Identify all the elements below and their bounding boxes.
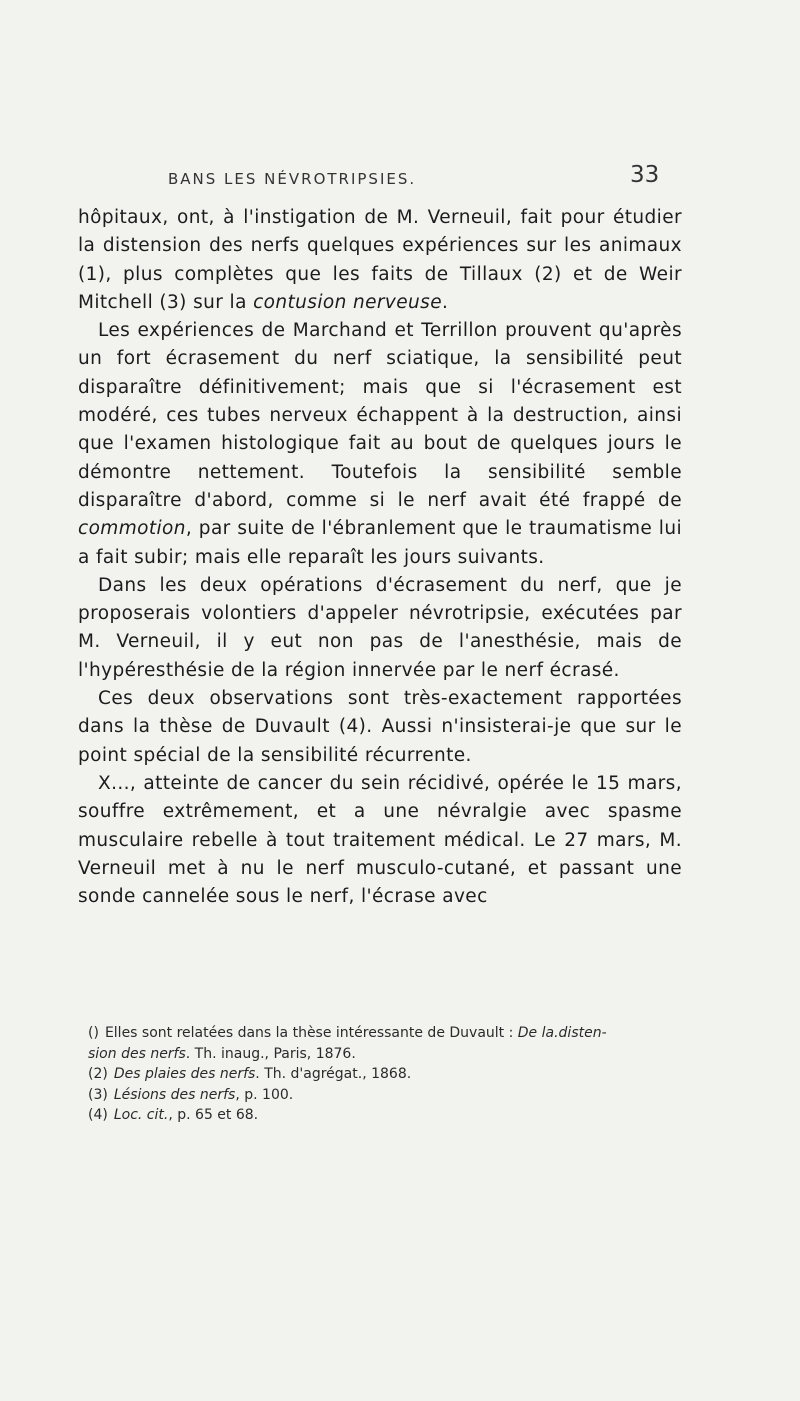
paragraph-2-text: Les expériences de Marchand et Terrillon prouvent qu'après un fort écrasement du nerf sciatique, la sensibilité peut disparaître définitivement; mais que si l'écrasement est modéré, ces tubes nerveux échappent à la destruction, ainsi que l'examen histologique fait au bout de quelques jours le démontre nettement. Toutefois la sensibilité semble disparaître d'abord, comme si le nerf avait été frappé de — [78, 320, 682, 511]
paragraph-1-text: hôpitaux, ont, à l'instigation de M. Verneuil, fait pour étudier la distension des nerfs quelques expériences sur les animaux (1), plus complètes que les faits de Tillaux (2) et de Weir Mitchell (3) sur la — [78, 207, 682, 313]
footnote-2-tail: . Th. d'agrégat., 1868. — [255, 1066, 412, 1082]
footnote-1-title-a: De la.disten- — [517, 1025, 607, 1041]
paragraph-3: Dans les deux opérations d'écrasement du nerf, que je proposerais volontiers d'appeler névrotripsie, exécutées par M. Verneuil, il y eut non pas de l'anesthésie, mais de l'hypéresthésie de la région innervée par le nerf écrasé. — [78, 574, 682, 681]
footnote-1-text: Elles sont relatées dans la thèse intéressante de Duvault : — [104, 1025, 518, 1041]
paragraph-1-italic: contusion nerveuse — [253, 291, 442, 313]
footnote-2-number: (2) — [88, 1066, 108, 1082]
running-title: BANS LES NÉVROTRIPSIES. — [168, 170, 417, 188]
footnote-2-title: Des plaies des nerfs — [113, 1066, 256, 1082]
footnotes — [88, 1023, 688, 1126]
paragraph-2-italic: commotion — [78, 518, 186, 540]
footnote-3 — [88, 1085, 688, 1106]
footnote-4-tail: , p. 65 et 68. — [168, 1107, 259, 1123]
page-number: 33 — [630, 162, 660, 188]
footnote-1 — [88, 1023, 688, 1064]
footnote-1-number: () — [88, 1025, 99, 1041]
footnote-1-title-b: sion des nerfs — [88, 1045, 186, 1062]
footnote-4-title: Loc. cit. — [113, 1107, 169, 1123]
body-text — [78, 204, 682, 911]
paragraph-1 — [78, 204, 682, 317]
footnote-3-number: (3) — [88, 1086, 108, 1103]
footnote-4-number: (4) — [88, 1107, 108, 1123]
paragraph-4: Ces deux observations sont très-exactement rapportées dans la thèse de Duvault (4). Aussi n'insisterai-je que sur le point spécial de la sensibilité récurrente. — [78, 688, 682, 766]
paragraph-1-end: . — [441, 291, 449, 313]
footnote-3-title: Lésions des nerfs — [113, 1086, 236, 1103]
footnote-2 — [88, 1064, 688, 1085]
paragraph-2-end: , par suite de l'ébranlement que le traumatisme lui a fait subir; mais elle reparaît les jours suivants. — [78, 518, 682, 568]
footnote-4 — [88, 1105, 688, 1126]
footnote-3-tail: , p. 100. — [235, 1086, 294, 1103]
footnote-1-tail: . Th. inaug., Paris, 1876. — [185, 1045, 356, 1062]
running-head — [0, 162, 800, 202]
paragraph-2 — [78, 317, 682, 572]
paragraph-5: X..., atteinte de cancer du sein récidivé, opérée le 15 mars, souffre extrêmement, et a une névralgie avec spasme musculaire rebelle à tout traitement médical. Le 27 mars, M. Verneuil met à nu le nerf musculo-cutané, et passant une sonde cannelée sous le nerf, l'écrase avec — [78, 772, 682, 908]
